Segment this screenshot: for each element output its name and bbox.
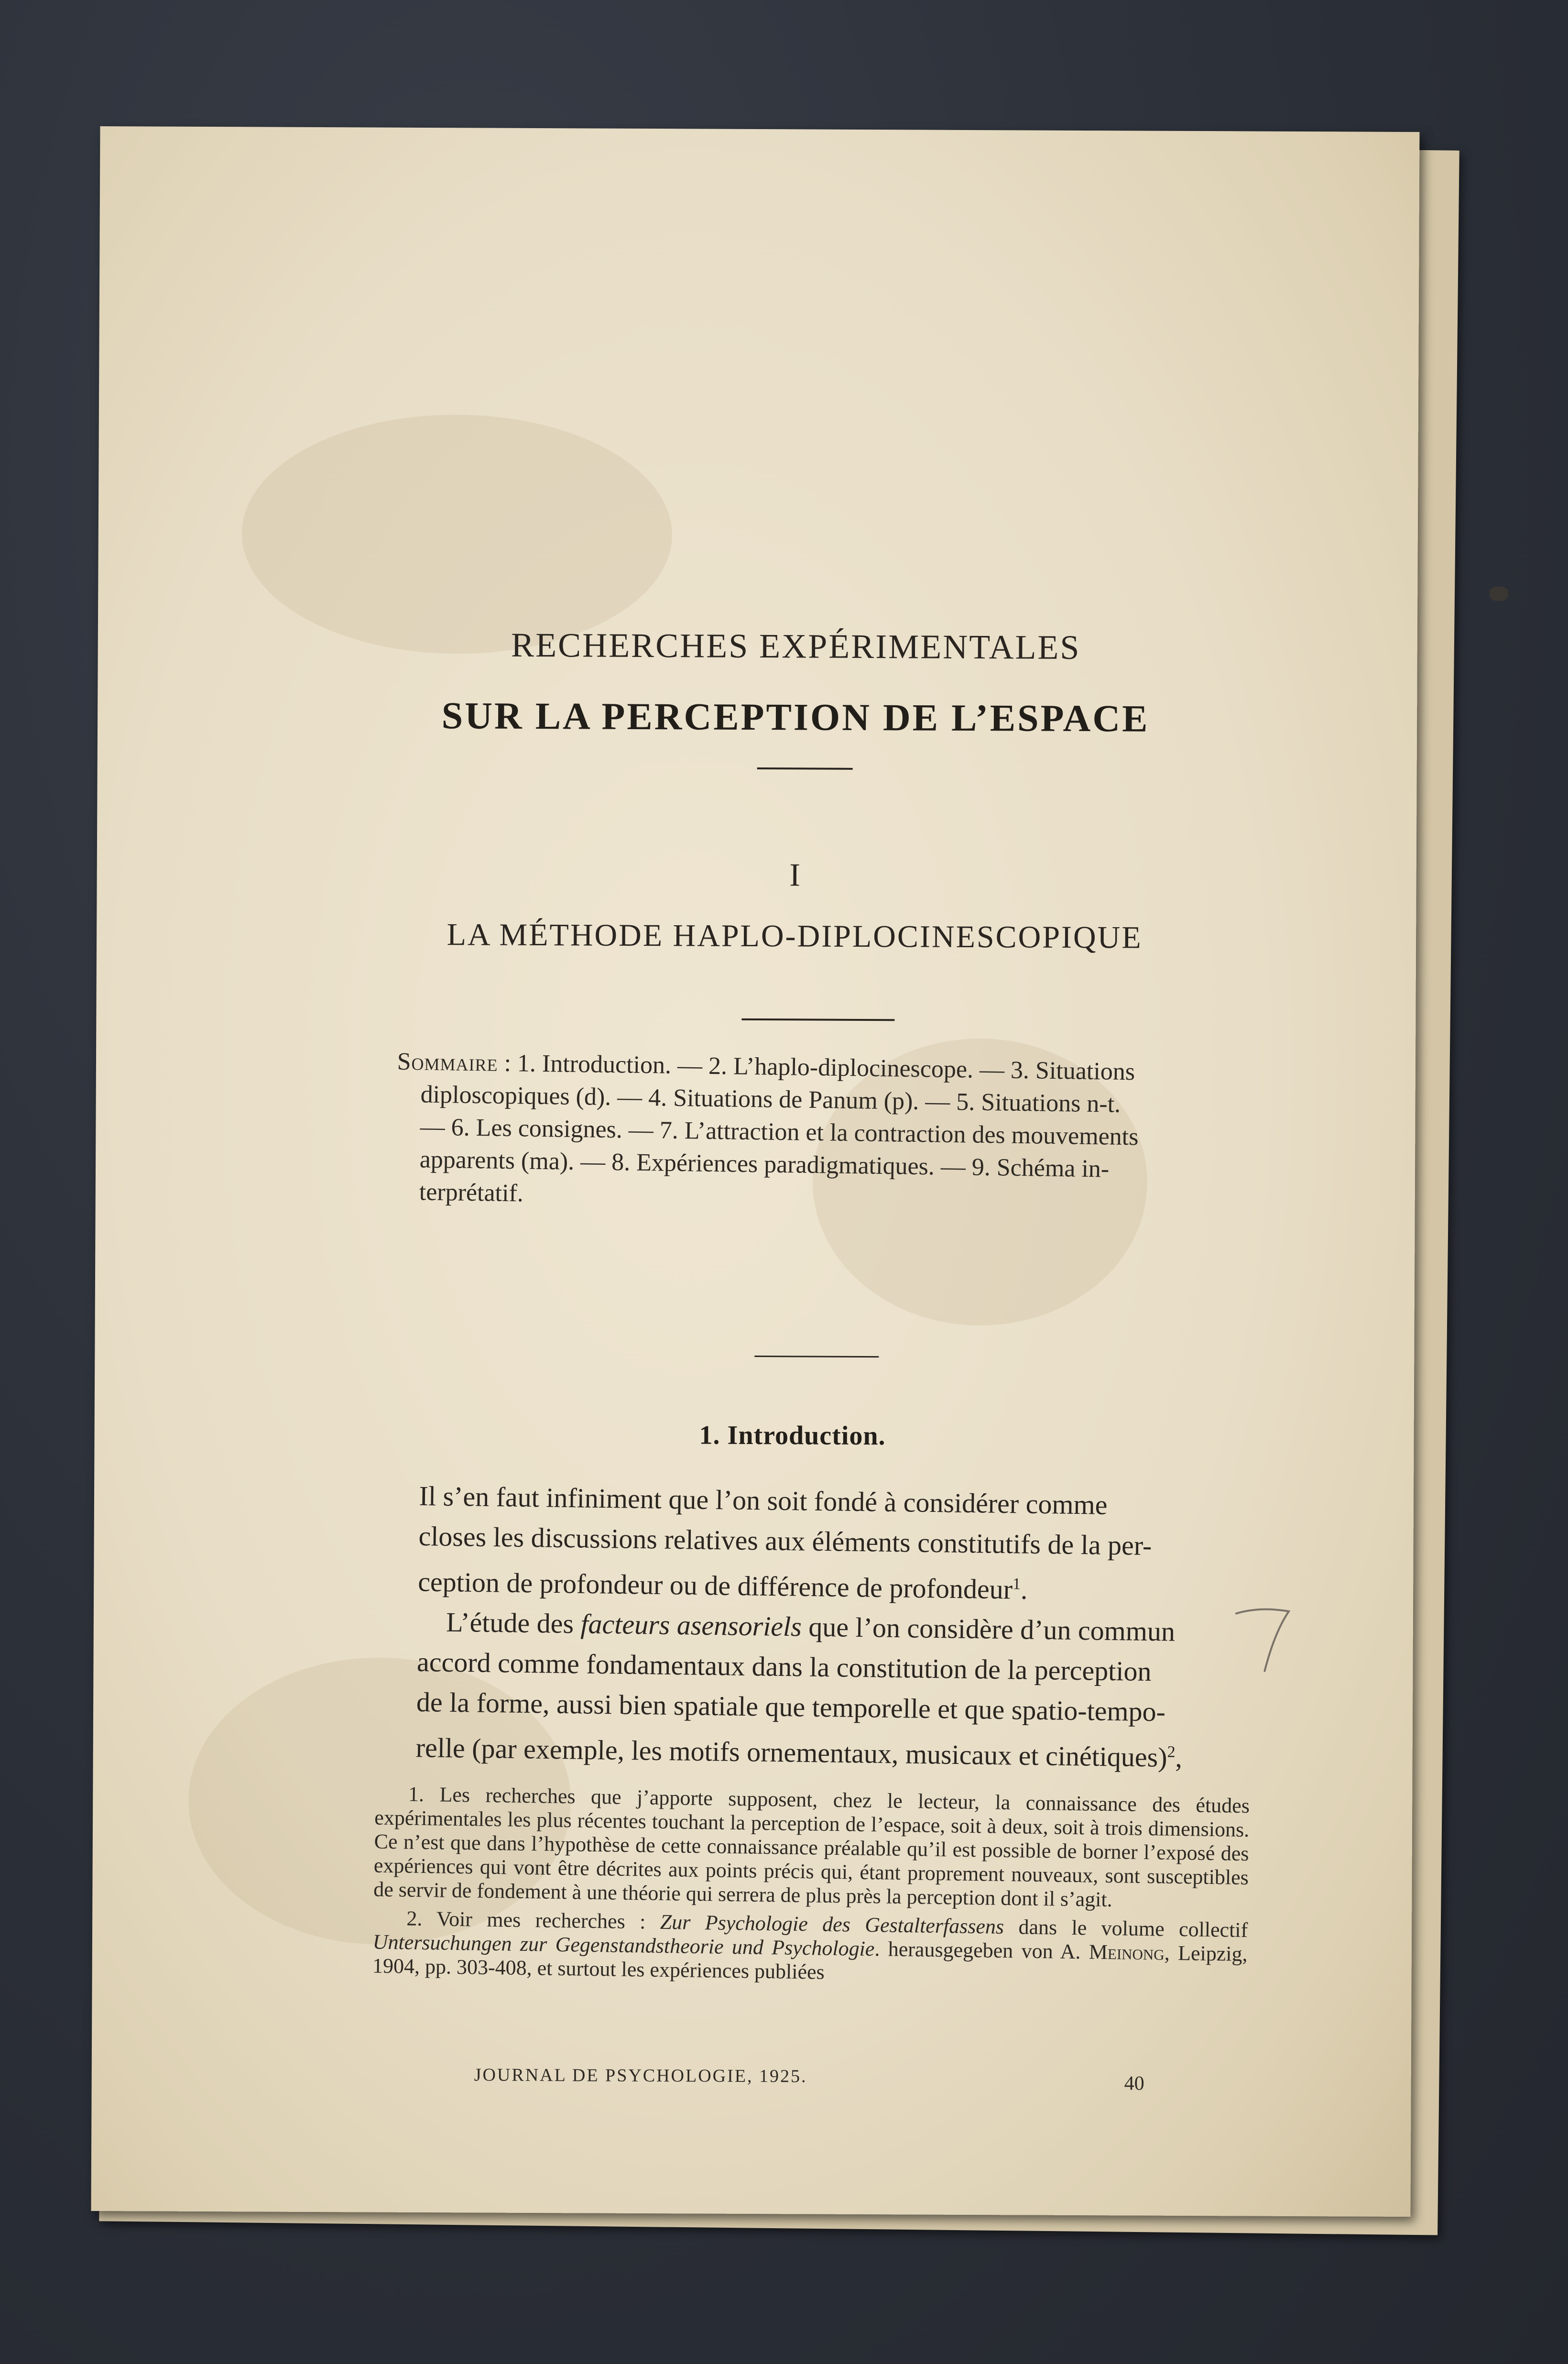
summary-text: terprétatif.	[419, 1178, 524, 1207]
journal-footer: JOURNAL DE PSYCHOLOGIE, 1925.	[474, 2065, 807, 2087]
footnote-text: . herausgegeben von A.	[874, 1937, 1089, 1964]
summary-divider	[754, 1356, 879, 1357]
subtitle-divider	[741, 1018, 894, 1021]
body-line-text: relle (par exemple, les motifs ornementaux, musicaux et cinétiques)	[415, 1732, 1167, 1773]
page-number: 40	[1124, 2072, 1144, 2095]
footnote-title: Zur Psychologie des Gestalterfassens	[660, 1910, 1004, 1938]
section-heading: 1. Introduction.	[699, 1420, 886, 1451]
footnote-ref: 1	[1012, 1575, 1021, 1593]
author-name: Meinong	[1089, 1940, 1165, 1965]
body-line-text: closes les discussions relatives aux éléments constitutifs de la per-	[418, 1520, 1152, 1562]
summary-text: diploscopiques (d). — 4. Situations de Panum (p). — 5. Situations n-t.	[420, 1081, 1121, 1118]
footnote-ref: 2	[1167, 1743, 1176, 1762]
body-line-text: L’étude des	[446, 1607, 581, 1640]
body-text	[415, 1476, 1265, 1779]
document-page	[91, 126, 1420, 2217]
body-line-text: ception de profondeur ou de différence de profondeur	[417, 1566, 1013, 1605]
summary-text: — 6. Les consignes. — 7. L’attraction et la contraction des mouvements	[420, 1113, 1139, 1151]
summary-label: Sommaire	[397, 1048, 498, 1077]
body-line-text: accord comme fondamentaux dans la constitution de la perception	[416, 1646, 1152, 1687]
footnotes	[372, 1782, 1250, 1995]
footnote-text: dans le volume collectif	[1003, 1915, 1248, 1942]
part-number: I	[789, 856, 801, 893]
footnote-text: , Leipzig, 1904, pp. 303-408, et surtout les expériences publiées	[372, 1941, 1248, 1984]
footnote-title: Untersuchungen zur Gegenstandstheorie und Psychologie	[372, 1930, 875, 1961]
footnote-1: 1. Les recherches que j’apporte supposent, chez le lecteur, la connaissance des études expérimentales les plus récentes touchant la perception de l’espace, soit à deux, soit à trois dimensions. Ce n’est que dans l’hypothèse de cette connaissance préalable qu’il est possible de borner l’exposé des expériences qui vont être décrites aux points précis qui, étant proprement nouveaux, sont susceptibles de servir de fondement à une théorie qui serrera de plus près la perception dont il s’agit.	[373, 1782, 1250, 1912]
title-line-2: SUR LA PERCEPTION DE L’ESPACE	[441, 695, 1150, 740]
footnote-text: 2. Voir mes recherches :	[406, 1906, 661, 1934]
body-line-text: Il s’en faut infiniment que l’on soit fondé à considérer comme	[419, 1480, 1108, 1521]
summary-text: apparents (ma). — 8. Expériences paradigmatiques. — 9. Schéma in-	[419, 1146, 1110, 1183]
paper-stain	[241, 414, 673, 655]
summary-text: : 1. Introduction. — 2. L’haplo-diplocinescope. — 3. Situations	[498, 1049, 1135, 1086]
body-line-text: que l’on considère d’un commun	[801, 1611, 1176, 1647]
body-line-text: .	[1020, 1574, 1028, 1605]
body-line-text: de la forme, aussi bien spatiale que temporelle et que spatio-tempo-	[416, 1686, 1166, 1728]
body-line-text: ,	[1175, 1742, 1183, 1773]
part-title: LA MÉTHODE HAPLO-DIPLOCINESCOPIQUE	[446, 917, 1143, 955]
pencil-annotation	[1231, 1604, 1308, 1676]
summary-block	[395, 1046, 1258, 1220]
emphasis-text: facteurs asensoriels	[580, 1608, 802, 1642]
title-line-1: RECHERCHES EXPÉRIMENTALES	[511, 625, 1081, 667]
footnote-2	[372, 1906, 1248, 1991]
ink-blot	[1489, 587, 1508, 601]
title-divider	[757, 767, 853, 770]
